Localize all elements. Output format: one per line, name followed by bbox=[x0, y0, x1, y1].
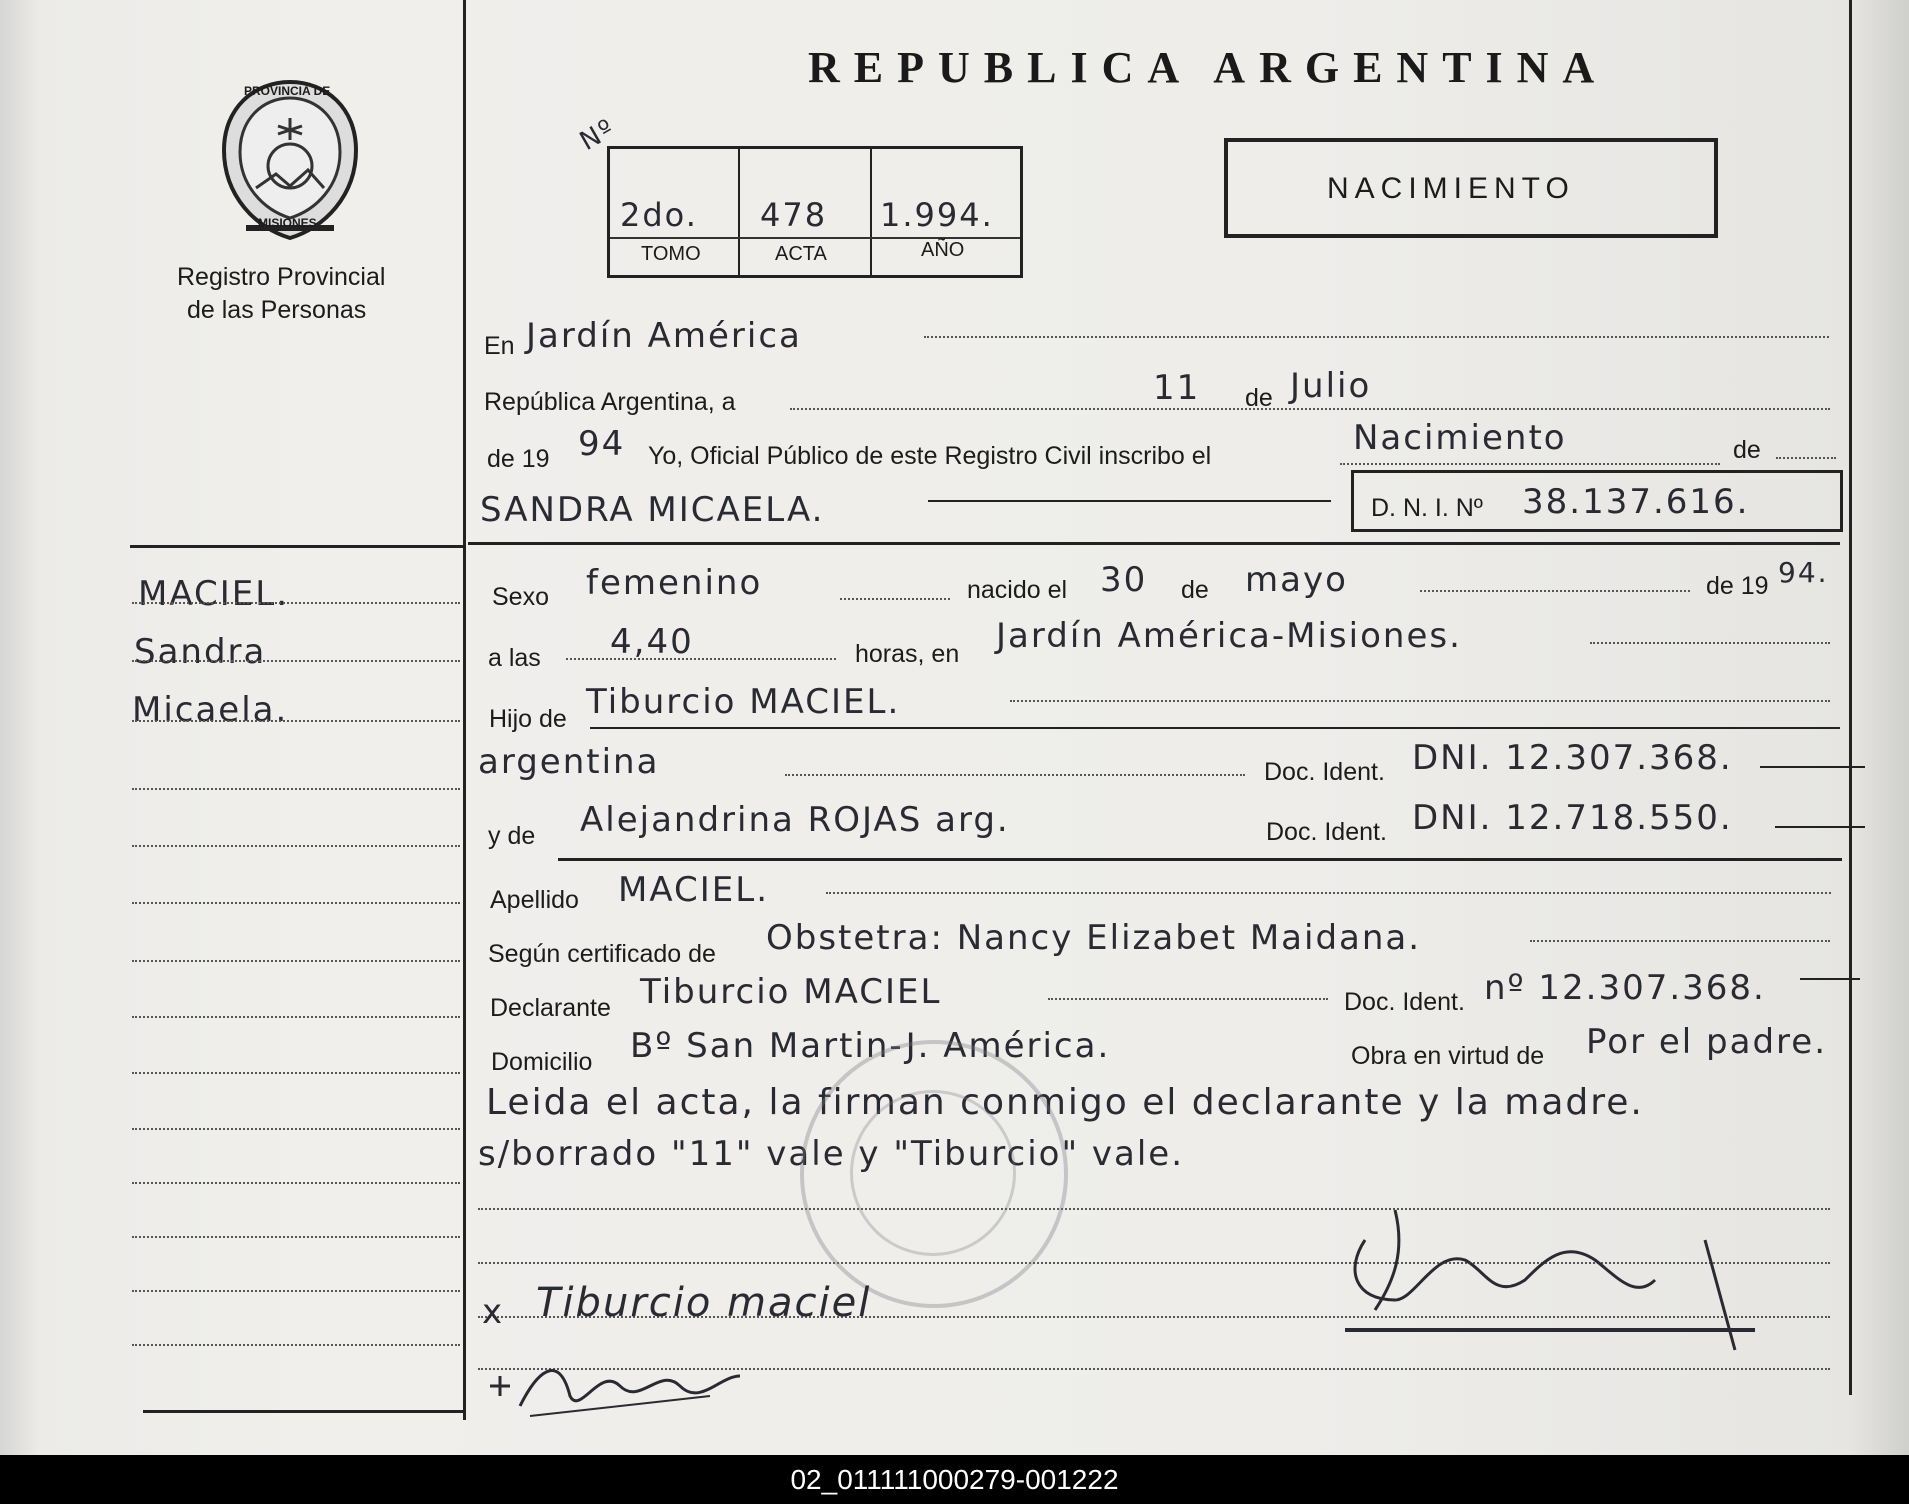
child-name-line bbox=[928, 500, 1331, 502]
birth-day-value: 30 bbox=[1100, 560, 1148, 600]
official-stamp-inner bbox=[850, 1090, 1016, 1256]
domicilio-label: Domicilio bbox=[491, 1048, 593, 1076]
segun-value: Obstetra: Nancy Elizabet Maidana. bbox=[766, 918, 1422, 958]
day-value: 11 bbox=[1153, 368, 1201, 408]
nacido-label: nacido el bbox=[967, 576, 1068, 604]
mother-name-value: Alejandrina ROJAS arg. bbox=[580, 800, 1010, 840]
ano-label: AÑO bbox=[921, 239, 965, 261]
y-de-label: y de bbox=[488, 822, 536, 850]
registry-name-line1: Registro Provincial bbox=[177, 263, 386, 291]
father-name-line bbox=[1010, 700, 1830, 702]
birth-year-value: 94. bbox=[1778, 556, 1829, 589]
mother-doc-value: DNI. 12.718.550. bbox=[1412, 798, 1733, 838]
margin-line-6 bbox=[132, 902, 460, 904]
left-column-bottom-rule bbox=[143, 1410, 463, 1413]
margin-line-4 bbox=[132, 788, 460, 790]
apellido-label: Apellido bbox=[490, 886, 579, 914]
father-name-value: Tiburcio MACIEL. bbox=[586, 682, 901, 722]
sexo-label: Sexo bbox=[492, 583, 549, 611]
tomo-label: TOMO bbox=[641, 243, 701, 265]
apellido-line bbox=[826, 892, 1831, 894]
event-de-label: de bbox=[1733, 436, 1761, 464]
declarante-doc-value: nº 12.307.368. bbox=[1484, 968, 1766, 1008]
event-end-line bbox=[1776, 457, 1836, 459]
margin-line-3 bbox=[132, 720, 460, 722]
en-label: En bbox=[484, 332, 515, 360]
margin-second-name: Micaela. bbox=[132, 690, 289, 730]
mother-doc-rule bbox=[1775, 826, 1865, 828]
en-line bbox=[924, 336, 1829, 338]
margin-line-5 bbox=[132, 845, 460, 847]
note-line-2: s/borrado "11" vale y "Tiburcio" vale. bbox=[478, 1134, 1185, 1174]
republica-line bbox=[790, 408, 1830, 410]
child-name-value: SANDRA MICAELA. bbox=[480, 490, 825, 530]
father-nationality-line bbox=[785, 774, 1245, 776]
left-column-rule bbox=[130, 545, 463, 548]
obra-label: Obra en virtud de bbox=[1351, 1042, 1545, 1070]
section-rule-2 bbox=[558, 858, 1842, 861]
declarante-value: Tiburcio MACIEL bbox=[640, 972, 942, 1012]
year-suffix: 94 bbox=[578, 424, 626, 464]
declarante-doc-rule bbox=[1800, 978, 1860, 980]
margin-line-11 bbox=[132, 1182, 460, 1184]
hour-value: 4,40 bbox=[610, 622, 694, 662]
section-rule-1 bbox=[468, 542, 1840, 545]
birth-place-line bbox=[1590, 642, 1830, 644]
right-border bbox=[1849, 0, 1852, 1395]
apellido-value: MACIEL. bbox=[618, 870, 769, 910]
country-title: REPUBLICA ARGENTINA bbox=[808, 43, 1609, 92]
margin-line-14 bbox=[132, 1344, 460, 1346]
birth-place-value: Jardín América-Misiones. bbox=[996, 616, 1462, 656]
domicilio-value: Bº San Martin-J. América. bbox=[630, 1026, 1111, 1066]
father-doc-label: Doc. Ident. bbox=[1264, 758, 1385, 786]
margin-line-9 bbox=[132, 1072, 460, 1074]
margin-line-10 bbox=[132, 1128, 460, 1130]
margin-line-2 bbox=[132, 660, 460, 662]
acta-label: ACTA bbox=[775, 243, 827, 265]
segun-label: Según certificado de bbox=[488, 940, 716, 968]
record-type-label: NACIMIENTO bbox=[1327, 172, 1575, 205]
declarante-label: Declarante bbox=[490, 994, 611, 1022]
hijo-label: Hijo de bbox=[489, 705, 567, 733]
day-de-label: de bbox=[1245, 384, 1273, 412]
sexo-line bbox=[840, 598, 950, 600]
officer-signature bbox=[1335, 1180, 1775, 1360]
acta-value: 478 bbox=[760, 196, 828, 234]
margin-first-name: Sandra bbox=[134, 632, 267, 672]
mother-doc-label: Doc. Ident. bbox=[1266, 818, 1387, 846]
signature-icon bbox=[1335, 1180, 1775, 1360]
officer-text: Yo, Oficial Público de este Registro Civil inscribo el bbox=[648, 442, 1212, 470]
republica-label: República Argentina, a bbox=[484, 388, 736, 416]
margin-surname: MACIEL. bbox=[138, 574, 289, 614]
event-line bbox=[1340, 463, 1720, 465]
birth-day-de-label: de bbox=[1181, 576, 1209, 604]
declarant-signature: Tiburcio maciel bbox=[536, 1280, 872, 1326]
dni-value: 38.137.616. bbox=[1522, 482, 1750, 522]
declarante-doc-label: Doc. Ident. bbox=[1344, 988, 1465, 1016]
margin-line-1 bbox=[132, 602, 460, 604]
registry-name-line2: de las Personas bbox=[187, 296, 367, 324]
tomo-value: 2do. bbox=[620, 196, 698, 234]
father-name-rule bbox=[590, 727, 1840, 729]
segun-line bbox=[1530, 940, 1830, 942]
a-las-label: a las bbox=[488, 644, 541, 672]
number-mark: Nº bbox=[574, 113, 621, 157]
declarante-line bbox=[1048, 998, 1328, 1000]
en-value: Jardín América bbox=[526, 316, 802, 356]
year-prefix: de 19 bbox=[487, 445, 550, 473]
cross-mark: x bbox=[482, 1292, 505, 1332]
obra-value: Por el padre. bbox=[1586, 1022, 1828, 1062]
signature-icon bbox=[480, 1346, 780, 1426]
margin-line-7 bbox=[132, 960, 460, 962]
birth-month-value: mayo bbox=[1245, 560, 1348, 600]
hour-line bbox=[566, 658, 836, 660]
image-caption: 02_011111000279-001222 bbox=[0, 1455, 1909, 1504]
event-value: Nacimiento bbox=[1353, 418, 1567, 458]
margin-line-8 bbox=[132, 1016, 460, 1018]
margin-line-12 bbox=[132, 1236, 460, 1238]
seal-top-text: PROVINCIA DE bbox=[244, 84, 331, 98]
margin-line-13 bbox=[132, 1290, 460, 1292]
seal-bottom-text: MISIONES bbox=[258, 216, 317, 230]
dni-label: D. N. I. Nº bbox=[1371, 494, 1483, 522]
horas-label: horas, en bbox=[855, 640, 960, 668]
birth-month-line bbox=[1420, 590, 1690, 592]
month-value: Julio bbox=[1290, 366, 1372, 406]
sexo-value: femenino bbox=[586, 563, 763, 603]
note-line-1: Leida el acta, la firman conmigo el declarante y la madre. bbox=[486, 1082, 1644, 1123]
father-nationality-value: argentina bbox=[478, 742, 660, 782]
left-column-divider bbox=[463, 0, 466, 1420]
father-doc-value: DNI. 12.307.368. bbox=[1412, 738, 1733, 778]
birth-year-label: de 19 bbox=[1706, 572, 1769, 600]
father-doc-rule bbox=[1760, 766, 1865, 768]
mother-signature bbox=[480, 1346, 780, 1426]
ano-value: 1.994. bbox=[880, 196, 994, 234]
